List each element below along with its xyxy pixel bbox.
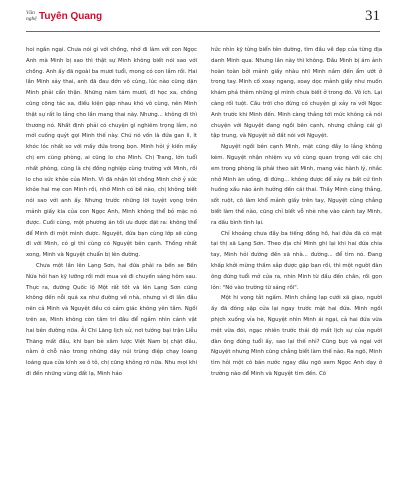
logo-small-text (26, 10, 37, 22)
paragraph: Chỉ khoảng chưa đầy ba tiếng đồng hồ, hai đứa đã có mặt tại thị xã Lạng Sơn. Theo địa chỉ Minh ghi lại khi hai đứa chia tay, Minh hỏi đường đến xã nhà... đường... để tìm nó. Đang khấp khởi mừng thầm sắp được gặp bạn rồi, thì một người đàn ông đứng tuổi mở cửa ra, nhìn Minh từ đầu đến chân, rồi gọn lỏn: "Nó vào trường từ sáng rồi". (211, 230, 382, 291)
paragraph: hoi ngần ngại. Chưa nói gì với chồng, nhớ đi làm với con Ngọc Anh mà Minh bị sao thì thật sự Minh không biết nói sao với chồng. Anh ấy đã ngoài ba mươi tuổi, mong có con lắm rồi. Hai lần Minh sảy thai, anh đã đau đớn vô cùng, lúc nào cũng dặn Minh phải cẩn thận. Những năm tám mươi, đi học xa, chồng cũng công tác xa, điều kiện gặp nhau khó vô cùng, nên Minh thật sự rất lo lắng cho lần mang thai này. Nhưng... không đi thì thương nó. Nhất định phải có chuyện gì nghiêm trọng lắm, nó mới cuống quýt gọi Minh thế này. Chú nó vốn là đứa gan lì, ít khóc lóc nhất so với mấy đứa trong bọn. Minh hỏi ý kiến mấy chị em cùng phòng, ai cũng lo cho Minh. Chị Trang, lớn tuổi nhất phòng, cũng là chị đồng nghiệp cùng trường với Minh, rồi lo cho sức khỏe của Minh. Vì đã nhận lời chồng Minh chờ ý sức khỏe hai mẹ con Minh rồi, nhờ Minh có bề nào, chị không biết nói sao với anh ấy. Nhưng trước những lời tuyệt vọng trên mảnh giấy kia của con Ngọc Anh, Minh không thể bỏ mặc nó được. Cuối cùng, một phương án tối ưu được đặt ra: không thể để Minh đi một mình được. Nguyệt, đứa bạn cùng lớp sẽ cùng đi với Minh, có gì thì cùng có Nguyệt bên cạnh. Thống nhất xong, Minh và Nguyệt chuẩn bị lên đường. (26, 47, 197, 259)
left-column (26, 45, 197, 380)
paragraph: Một hi vọng tắt ngấm. Minh chẳng lạp cưới xã giao, người ấy đã đóng sập cửa lại ngay trước mặt hai đứa. Minh ngồi phịch xuống vỉa hè, Nguyệt nhìn Minh ái ngại, cả hai đứa vừa mệt vừa đói, ngạc nhiên trước thái độ mất lịch sự của người đàn ông đứng tuổi ấy, sao lại thế nhỉ? Cũng bực và ngại với Nguyệt nhưng Minh cũng chẳng biết làm thế nào. Ra ngõ, Minh tìm hỏi một cô bán nước ngay đầu ngõ xem Ngọc Anh dạy ở trường nào để Minh và Nguyệt tìm đến. Cô (211, 295, 382, 377)
right-column (211, 45, 382, 380)
logo-line-1: Văn (26, 10, 35, 16)
logo-line-2: nghệ (26, 16, 37, 22)
paragraph: Nguyệt ngồi bên cạnh Minh, mặt cũng đầy lo lắng không kém. Nguyệt nhận nhiệm vụ vô cùng quan trọng với các chị em trong phòng là phải theo sát Minh, mang vác hành lý, nhắc nhở Minh ăn uống, đi đứng... không được để xảy ra bất cứ tình huống xấu nào ảnh hưởng đến cái thai. Thấy Minh cùng thẳng, sốt ruột, cô làm khổ mảnh giấy trên tay, Nguyệt cũng chẳng biết làm thế nào, cũng chỉ biết vỗ nhè nhẹ vào cánh tay Minh, ra dấu bình tĩnh lại. (211, 144, 382, 226)
page-header (26, 8, 380, 30)
paragraph: hức nhìn kỹ từng biển tên đường, tìm đầu về đẹp của từng địa danh Minh qua. Nhưng lần này thì không. Đầu Minh bị ám ảnh hoàn toàn bởi mảnh giấy nhàu nhĩ Minh nắm đến ẩm ướt ở trong tay. Minh cố xoay ngang, xoay dọc mảnh giấy như muốn khám phá thêm những gì mình chưa biết ở trong đó. Vô ích. Lại càng rối tuột. Cầu trời cho đừng có chuyện gì xảy ra với Ngọc Anh trước khi Minh đến. Minh càng thắng tới mức không cả nói chuyện với Nguyệt đang ngồi bên cạnh, nhưng chẳng cái gì tập trung, và Nguyệt sở đất nói với Nguyệt. (211, 47, 382, 140)
header-divider (26, 31, 380, 32)
paragraph: Chưa một lần lên Lạng Sơn, hai đứa phải ra bến xe Bến Nứa hỏi han kỹ lưỡng rồi mới mua vé đi chuyến sáng hôm sau. Thực ra, đường Quốc lộ Một rất tốt và lên Lạng Sơn cũng không đến nỗi quá xa như đường về nhà, nhưng vì đi lần đầu nên cả Minh và Nguyệt đều có cảm giác không yên tâm. Ngồi trên xe, Minh không còn tâm trí đâu để ngắm nhìn cảnh vật hai bên đường nữa. Ải Chi Lăng lịch sử, nơi tướng bại trận Liễu Thăng mất đầu, khi bạn bè xâm lược Việt Nam bị chặt đầu, nằm ở chỗ nào trong những dãy núi trùng điệp chạy loang loáng qua cửa kính xe ô tô, chị cũng không rõ nữa. Nhu mọi khi đi đến những vùng đất lạ, Minh háo (26, 262, 197, 377)
page-number: 31 (365, 8, 380, 24)
logo-title: Tuyên Quang (39, 11, 103, 22)
